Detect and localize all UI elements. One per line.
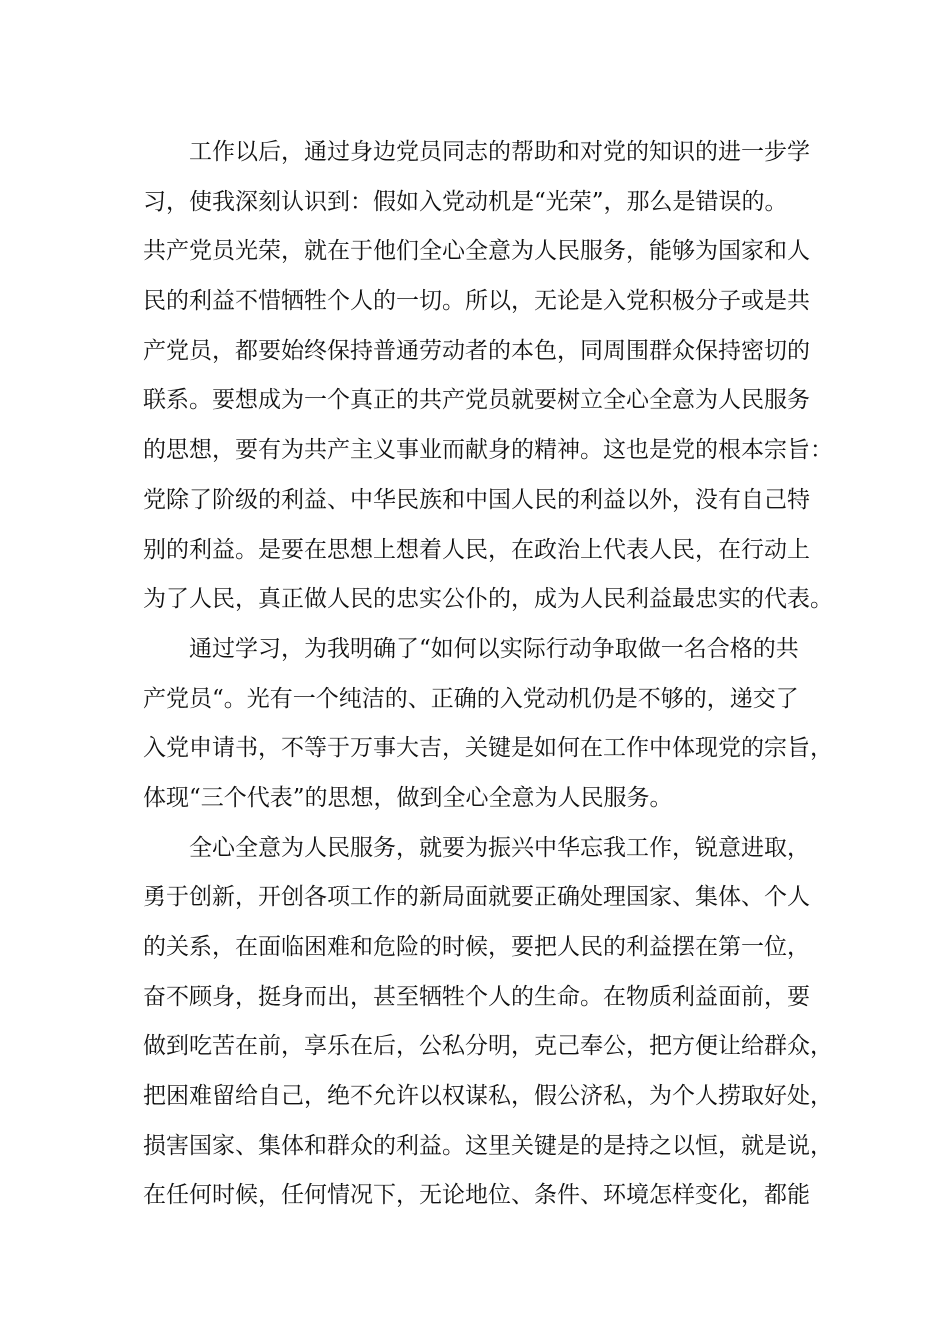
- paragraph-line: 入党申请书，不等于万事大吉，关键是如何在工作中体现党的宗旨，: [143, 735, 833, 762]
- paragraph-line: 奋不顾身，挺身而出，甚至牺牲个人的生命。在物质利益面前，要: [143, 983, 810, 1010]
- paragraph-line: 习，使我深刻认识到：假如入党动机是“光荣”，那么是错误的。: [143, 188, 788, 215]
- paragraph-line: 通过学习，为我明确了“如何以实际行动争取做一名合格的共: [189, 635, 799, 662]
- paragraph-line: 党除了阶级的利益、中华民族和中国人民的利益以外，没有自己特: [143, 486, 810, 513]
- paragraph-line: 产党员，都要始终保持普通劳动者的本色，同周围群众保持密切的: [143, 337, 810, 364]
- paragraph-line: 共产党员光荣，就在于他们全心全意为人民服务，能够为国家和人: [143, 238, 810, 265]
- paragraph-line: 体现“三个代表”的思想，做到全心全意为人民服务。: [143, 784, 673, 811]
- paragraph-line: 为了人民，真正做人民的忠实公仆的，成为人民利益最忠实的代表。: [143, 586, 833, 613]
- paragraph-line: 做到吃苦在前，享乐在后，公私分明，克己奉公，把方便让给群众，: [143, 1033, 833, 1060]
- paragraph-line: 把困难留给自己，绝不允许以权谋私，假公济私，为个人捞取好处，: [143, 1083, 833, 1110]
- paragraph-line: 全心全意为人民服务，就要为振兴中华忘我工作，锐意进取，: [189, 834, 810, 861]
- paragraph-3: [143, 824, 833, 1222]
- paragraph-line: 在任何时候，任何情况下，无论地位、条件、环境怎样变化，都能: [143, 1182, 810, 1209]
- paragraph-line: 联系。要想成为一个真正的共产党员就要树立全心全意为人民服务: [143, 387, 810, 414]
- paragraph-line: 工作以后，通过身边党员同志的帮助和对党的知识的进一步学: [189, 139, 810, 165]
- document-body: [143, 128, 833, 1221]
- paragraph-line: 民的利益不惜牺牲个人的一切。所以，无论是入党积极分子或是共: [143, 288, 810, 315]
- paragraph-1: [143, 128, 833, 625]
- paragraph-line: 的思想，要有为共产主义事业而献身的精神。这也是党的根本宗旨：: [143, 437, 833, 464]
- paragraph-2: [143, 625, 833, 824]
- paragraph-line: 的关系，在面临困难和危险的时候，要把人民的利益摆在第一位，: [143, 934, 810, 960]
- paragraph-line: 勇于创新，开创各项工作的新局面就要正确处理国家、集体、个人: [143, 884, 810, 911]
- paragraph-line: 产党员“。光有一个纯洁的、正确的入党动机仍是不够的，递交了: [143, 685, 799, 712]
- paragraph-line: 别的利益。是要在思想上想着人民，在政治上代表人民，在行动上: [143, 536, 810, 563]
- paragraph-line: 损害国家、集体和群众的利益。这里关键是的是持之以恒，就是说，: [143, 1132, 833, 1159]
